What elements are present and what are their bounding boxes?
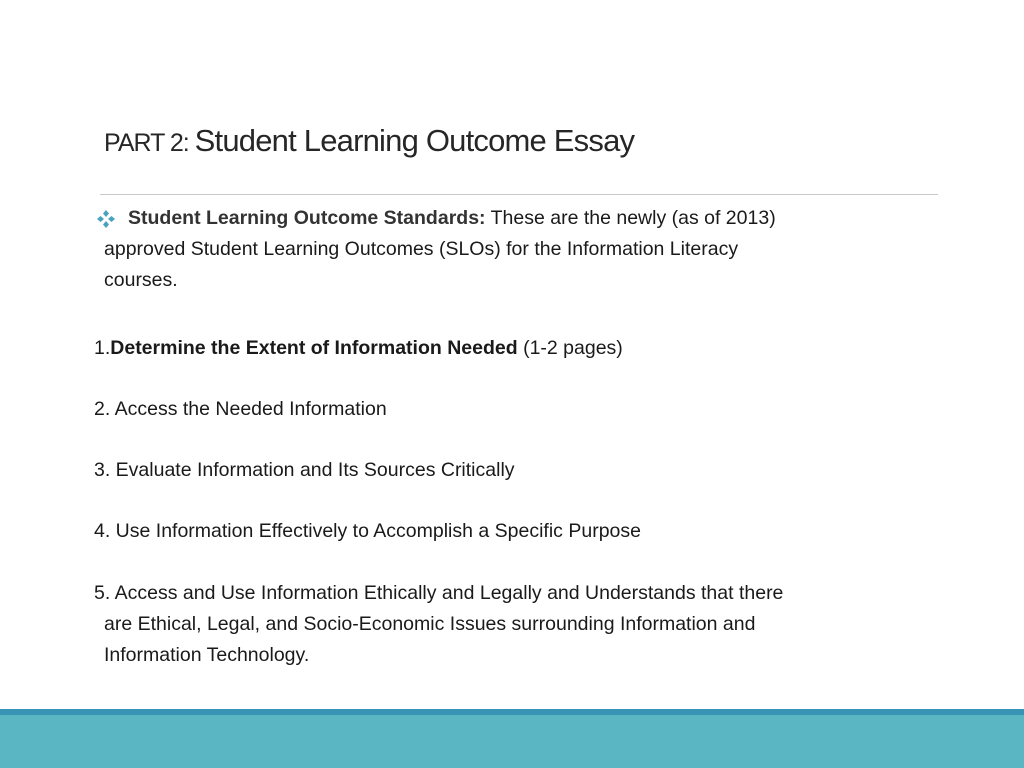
list-item-5-line-2: are Ethical, Legal, and Socio-Economic Issues surrounding Information and xyxy=(104,613,756,635)
bullet-lead: Student Learning Outcome Standards: xyxy=(128,207,486,229)
list-item-5 xyxy=(94,578,934,671)
list-item-1-text: (1-2 pages) xyxy=(517,337,623,359)
title-prefix: PART 2: xyxy=(104,129,195,157)
list-item-5-line-3: Information Technology. xyxy=(104,644,310,666)
title-main: Student Learning Outcome Essay xyxy=(194,123,635,158)
list-item-3: 3. Evaluate Information and Its Sources Critically xyxy=(94,459,515,481)
diamond-bullet-icon xyxy=(96,209,116,229)
footer-bar xyxy=(0,715,1024,768)
bullet-text-line-1: These are the newly (as of 2013) xyxy=(485,207,776,229)
list-item-5-line-1: 5. Access and Use Information Ethically and Legally and Understands that there xyxy=(94,582,784,604)
slide-title xyxy=(104,122,634,159)
title-divider xyxy=(100,194,938,195)
list-item-1-bold: Determine the Extent of Information Needed xyxy=(110,337,518,359)
bullet-line-1 xyxy=(104,203,934,234)
bullet-text-line-3: courses. xyxy=(104,269,178,291)
list-item-1-number: 1. xyxy=(94,337,111,359)
list-item-2: 2. Access the Needed Information xyxy=(94,398,387,420)
list-item-1 xyxy=(94,333,934,364)
list-item-4: 4. Use Information Effectively to Accomplish a Specific Purpose xyxy=(94,520,641,542)
slo-standards-bullet xyxy=(104,203,934,296)
bullet-text-line-2: approved Student Learning Outcomes (SLOs) for the Information Literacy xyxy=(104,238,739,260)
